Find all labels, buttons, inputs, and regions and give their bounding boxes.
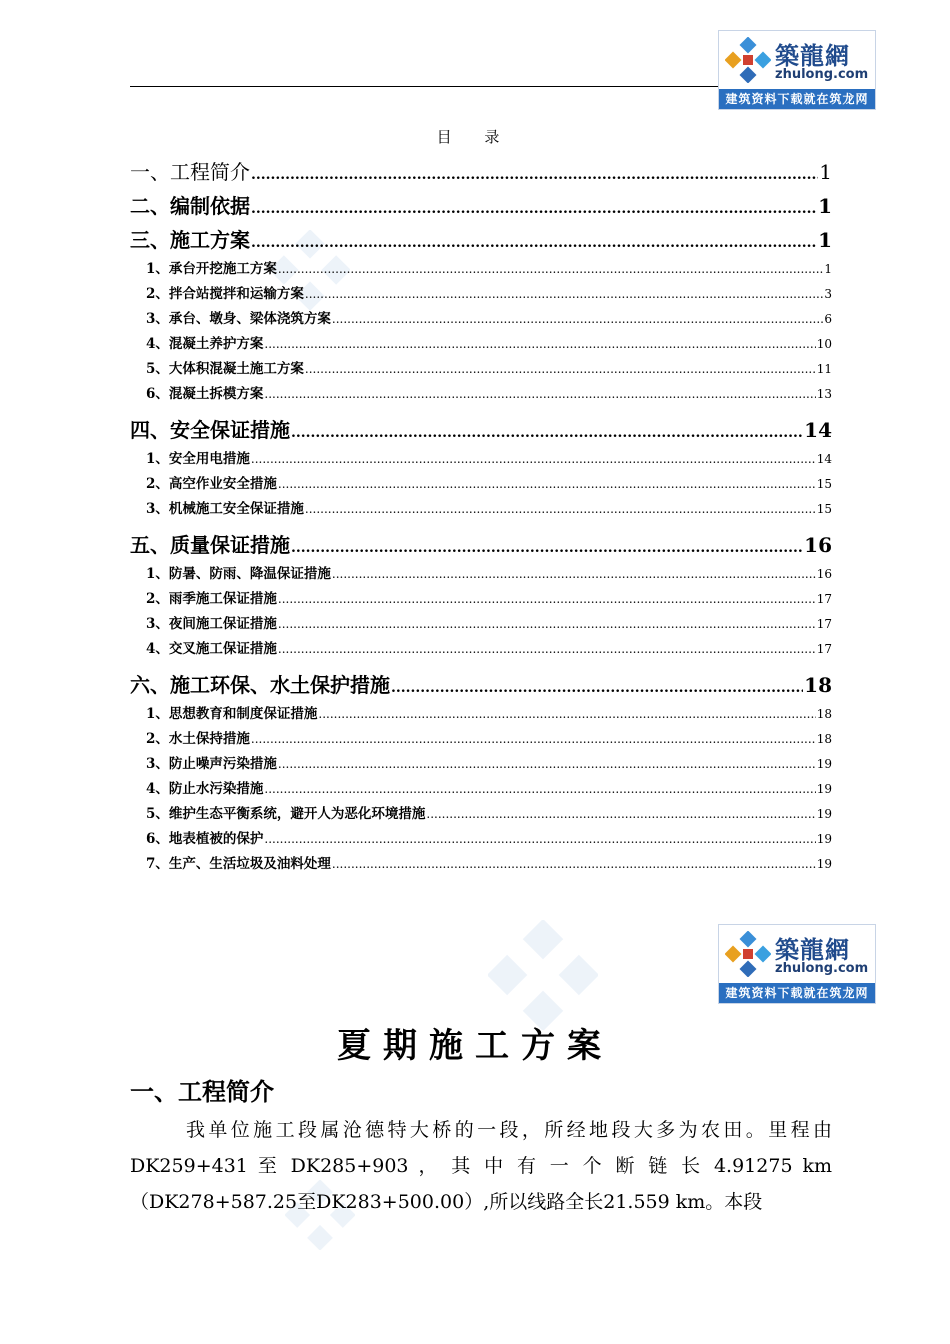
toc-entry-page: 17 [816,592,832,606]
toc-entry-page: 17 [816,617,832,631]
toc-entry-label: 1、防暑、防雨、降温保证措施 [146,566,331,582]
toc-entry-page: 16 [804,533,832,557]
toc-section-entry[interactable] [130,413,832,447]
toc-entry-page: 1 [819,160,832,184]
logo-domain: zhulong.com [775,961,869,976]
toc-dot-leader [251,192,817,223]
toc-dot-leader [278,752,816,777]
toc-entry-label: 五、质量保证措施 [130,533,290,557]
toc-dot-leader [278,257,823,282]
toc-entry-page: 19 [816,857,832,871]
toc-entry-label: 四、安全保证措施 [130,418,290,442]
toc-entry-label: 2、水土保持措施 [146,731,250,747]
toc-section-entry[interactable] [130,223,832,257]
toc-subsection-entry[interactable] [130,612,832,637]
zhulong-mark-icon [725,37,771,83]
toc-dot-leader [264,827,815,852]
toc-entry-label: 6、混凝土拆模方案 [146,386,264,402]
section-heading: 一、工程简介 [130,1078,274,1106]
toc-entry-label: 4、防止水污染措施 [146,781,264,797]
toc-entry-page: 1 [818,228,832,252]
logo-domain: zhulong.com [775,67,869,82]
toc-entry-label: 2、雨季施工保证措施 [146,591,277,607]
toc-dot-leader [291,416,803,447]
toc-entry-label: 3、承台、墩身、梁体浇筑方案 [146,311,331,327]
toc-dot-leader [278,612,816,637]
toc-subsection-entry[interactable] [130,827,832,852]
toc-entry-page: 14 [816,452,832,466]
toc-subsection-entry[interactable] [130,332,832,357]
toc-entry-page: 13 [816,387,832,401]
toc-entry-label: 二、编制依据 [130,194,250,218]
toc-entry-label: 6、地表植被的保护 [146,831,264,847]
toc-entry-label: 3、夜间施工保证措施 [146,616,277,632]
toc-subsection-entry[interactable] [130,587,832,612]
toc-subsection-entry[interactable] [130,282,832,307]
toc-entry-label: 5、维护生态平衡系统，避开人为恶化环境措施 [146,806,426,822]
toc-entry-label: 2、拌合站搅拌和运输方案 [146,286,304,302]
logo-slogan: 建筑资料下载就在筑龙网 [719,983,875,1003]
toc-entry-page: 19 [816,832,832,846]
toc-entry-label: 1、安全用电措施 [146,451,250,467]
toc-entry-page: 19 [816,807,832,821]
toc-title: 目 录 [436,128,514,146]
toc-entry-page: 10 [816,337,832,351]
body-paragraph: 我单位施工段属沧德特大桥的一段，所经地段大多为农田。里程由DK259+431 至 DK285+903 ， 其 中 有 一 个 断 链 长 4.91275 km（DK278+587.25至DK283+500.00）,所以线路全长21.559 km。本段 [130,1119,832,1213]
toc-entry-label: 2、高空作业安全措施 [146,476,277,492]
toc-dot-leader [426,802,815,827]
zhulong-mark-icon [725,931,771,977]
toc-subsection-entry[interactable] [130,562,832,587]
toc-dot-leader [278,637,816,662]
toc-dot-leader [305,497,816,522]
toc-entry-label: 7、生产、生活垃圾及油料处理 [146,856,331,872]
toc-subsection-entry[interactable] [130,497,832,522]
toc-dot-leader [264,332,815,357]
toc-entry-page: 1 [818,194,832,218]
toc-subsection-entry[interactable] [130,777,832,802]
header-rule [130,86,718,87]
toc-entry-page: 18 [816,707,832,721]
toc-entry-page: 1 [824,262,832,276]
toc-section-entry[interactable] [130,668,832,702]
logo-slogan: 建筑资料下载就在筑龙网 [719,89,875,109]
toc-subsection-entry[interactable] [130,257,832,282]
toc-dot-leader [332,852,816,877]
toc-entry-label: 5、大体积混凝土施工方案 [146,361,304,377]
toc-entry-page: 15 [816,477,832,491]
toc-dot-leader [251,447,816,472]
toc-dot-leader [305,357,816,382]
body-text [130,1112,832,1220]
toc-section-entry[interactable] [130,189,832,223]
toc-dot-leader [278,472,816,497]
toc-entry-page: 16 [816,567,832,581]
toc-dot-leader [264,777,815,802]
toc-entry-page: 17 [816,642,832,656]
logo-brand: 築龍網 [775,935,850,964]
toc-entry-label: 3、机械施工安全保证措施 [146,501,304,517]
toc-subsection-entry[interactable] [130,357,832,382]
watermark-icon [488,920,598,1030]
toc-entry-page: 3 [824,287,832,301]
toc-section-entry[interactable] [130,155,832,189]
toc-subsection-entry[interactable] [130,727,832,752]
toc-dot-leader [251,727,816,752]
toc-subsection-entry[interactable] [130,752,832,777]
table-of-contents [130,155,832,877]
toc-subsection-entry[interactable] [130,702,832,727]
toc-dot-leader [251,226,817,257]
toc-subsection-entry[interactable] [130,382,832,407]
zhulong-logo [718,924,876,1004]
toc-subsection-entry[interactable] [130,472,832,497]
toc-entry-page: 18 [816,732,832,746]
toc-entry-label: 4、混凝土养护方案 [146,336,264,352]
toc-dot-leader [332,562,816,587]
toc-entry-page: 19 [816,782,832,796]
toc-entry-label: 3、防止噪声污染措施 [146,756,277,772]
toc-dot-leader [251,158,818,189]
toc-dot-leader [318,702,815,727]
toc-section-entry[interactable] [130,528,832,562]
toc-entry-label: 1、承台开挖施工方案 [146,261,277,277]
zhulong-logo [718,30,876,110]
toc-entry-label: 1、思想教育和制度保证措施 [146,706,318,722]
toc-dot-leader [391,671,803,702]
document-title: 夏期施工方案 [337,1026,613,1066]
toc-dot-leader [305,282,823,307]
toc-entry-label: 三、施工方案 [130,228,250,252]
toc-entry-label: 六、施工环保、水土保护措施 [130,673,390,697]
toc-entry-page: 14 [804,418,832,442]
logo-brand: 築龍網 [775,41,850,70]
toc-subsection-entry[interactable] [130,852,832,877]
toc-entry-page: 15 [816,502,832,516]
toc-dot-leader [291,531,803,562]
toc-entry-label: 一、工程简介 [130,160,250,184]
toc-entry-page: 19 [816,757,832,771]
toc-dot-leader [332,307,823,332]
toc-subsection-entry[interactable] [130,802,832,827]
toc-subsection-entry[interactable] [130,637,832,662]
toc-entry-label: 4、交叉施工保证措施 [146,641,277,657]
toc-entry-page: 6 [824,312,832,326]
toc-dot-leader [264,382,815,407]
toc-entry-page: 11 [816,362,832,376]
toc-dot-leader [278,587,816,612]
toc-entry-page: 18 [804,673,832,697]
toc-subsection-entry[interactable] [130,307,832,332]
toc-subsection-entry[interactable] [130,447,832,472]
